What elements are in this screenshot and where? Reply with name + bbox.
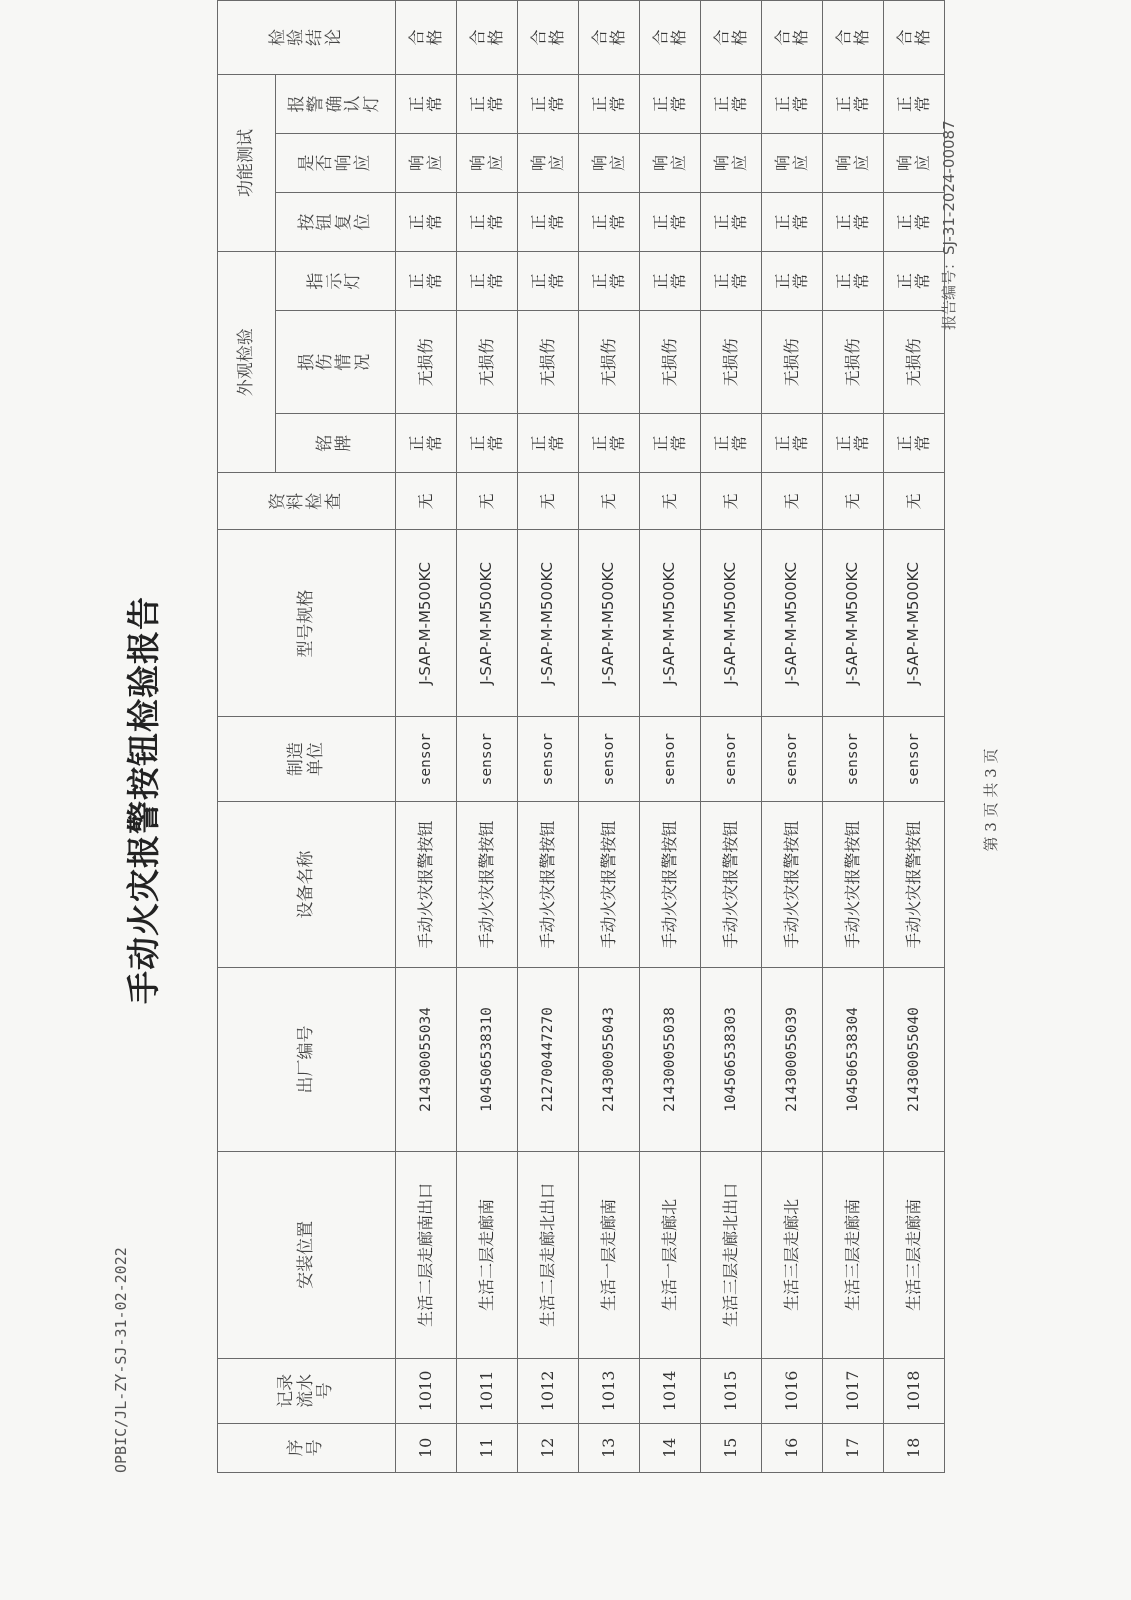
row-damage: 无损伤	[640, 311, 701, 414]
row-device-name: 手动火灾报警按钮	[884, 801, 945, 968]
row-response: 响应	[884, 133, 945, 192]
row-damage: 无损伤	[884, 311, 945, 414]
row-damage: 无损伤	[457, 311, 518, 414]
row-button-reset: 正常	[396, 193, 457, 252]
row-model: J-SAP-M-M500KC	[762, 530, 823, 717]
row-factory-no: 214300055038	[640, 968, 701, 1151]
row-manufacturer: sensor	[518, 717, 579, 801]
row-documents: 无	[701, 473, 762, 530]
table-row	[640, 1, 701, 1473]
row-record-no: 1011	[457, 1359, 518, 1423]
header-indicator: 指示灯	[276, 252, 396, 311]
row-location: 生活三层走廊北出口	[701, 1151, 762, 1359]
table-row	[396, 1, 457, 1473]
row-nameplate: 正常	[884, 414, 945, 473]
row-factory-no: 214300055040	[884, 968, 945, 1151]
row-response: 响应	[823, 133, 884, 192]
row-alarm-confirm: 正常	[762, 74, 823, 133]
row-location: 生活三层走廊南	[823, 1151, 884, 1359]
table-row	[701, 1, 762, 1473]
row-device-name: 手动火灾报警按钮	[518, 801, 579, 968]
row-factory-no: 104506538310	[457, 968, 518, 1151]
row-seq: 18	[884, 1423, 945, 1472]
row-response: 响应	[762, 133, 823, 192]
row-response: 响应	[518, 133, 579, 192]
row-manufacturer: sensor	[701, 717, 762, 801]
row-device-name: 手动火灾报警按钮	[396, 801, 457, 968]
row-manufacturer: sensor	[884, 717, 945, 801]
page-indicator: 第 3 页 共 3 页	[982, 748, 1000, 852]
row-nameplate: 正常	[823, 414, 884, 473]
document-code: OPBIC/JL-ZY-SJ-31-02-2022	[112, 1247, 130, 1473]
row-alarm-confirm: 正常	[701, 74, 762, 133]
header-manufacturer: 制造单位	[218, 717, 396, 801]
row-device-name: 手动火灾报警按钮	[701, 801, 762, 968]
row-alarm-confirm: 正常	[579, 74, 640, 133]
table-row	[457, 1, 518, 1473]
row-seq: 16	[762, 1423, 823, 1472]
table-row	[823, 1, 884, 1473]
row-seq: 12	[518, 1423, 579, 1472]
header-button-reset: 按钮复位	[276, 193, 396, 252]
row-manufacturer: sensor	[579, 717, 640, 801]
row-factory-no: 214300055039	[762, 968, 823, 1151]
row-indicator: 正常	[457, 252, 518, 311]
row-button-reset: 正常	[640, 193, 701, 252]
row-seq: 10	[396, 1423, 457, 1472]
row-button-reset: 正常	[823, 193, 884, 252]
header-function-group: 功能测试	[218, 74, 276, 251]
row-location: 生活三层走廊南	[884, 1151, 945, 1359]
row-documents: 无	[579, 473, 640, 530]
row-indicator: 正常	[701, 252, 762, 311]
table-row	[884, 1, 945, 1473]
row-damage: 无损伤	[396, 311, 457, 414]
row-response: 响应	[640, 133, 701, 192]
header-seq: 序号	[218, 1423, 396, 1472]
row-indicator: 正常	[884, 252, 945, 311]
row-record-no: 1012	[518, 1359, 579, 1423]
row-seq: 13	[579, 1423, 640, 1472]
row-record-no: 1014	[640, 1359, 701, 1423]
row-button-reset: 正常	[884, 193, 945, 252]
row-documents: 无	[884, 473, 945, 530]
row-button-reset: 正常	[579, 193, 640, 252]
row-factory-no: 104506538304	[823, 968, 884, 1151]
row-button-reset: 正常	[762, 193, 823, 252]
row-device-name: 手动火灾报警按钮	[823, 801, 884, 968]
row-alarm-confirm: 正常	[396, 74, 457, 133]
row-factory-no: 104506538303	[701, 968, 762, 1151]
row-factory-no: 214300055043	[579, 968, 640, 1151]
row-indicator: 正常	[640, 252, 701, 311]
row-documents: 无	[518, 473, 579, 530]
row-damage: 无损伤	[518, 311, 579, 414]
row-response: 响应	[701, 133, 762, 192]
row-documents: 无	[457, 473, 518, 530]
header-appearance-group: 外观检验	[218, 252, 276, 473]
row-alarm-confirm: 正常	[518, 74, 579, 133]
row-model: J-SAP-M-M500KC	[701, 530, 762, 717]
row-model: J-SAP-M-M500KC	[579, 530, 640, 717]
row-manufacturer: sensor	[396, 717, 457, 801]
row-nameplate: 正常	[640, 414, 701, 473]
row-indicator: 正常	[762, 252, 823, 311]
row-conclusion: 合格	[457, 1, 518, 75]
row-model: J-SAP-M-M500KC	[823, 530, 884, 717]
row-model: J-SAP-M-M500KC	[396, 530, 457, 717]
row-record-no: 1017	[823, 1359, 884, 1423]
row-conclusion: 合格	[396, 1, 457, 75]
table-body	[396, 1, 945, 1473]
row-alarm-confirm: 正常	[823, 74, 884, 133]
row-record-no: 1016	[762, 1359, 823, 1423]
row-seq: 11	[457, 1423, 518, 1472]
row-device-name: 手动火灾报警按钮	[762, 801, 823, 968]
row-indicator: 正常	[823, 252, 884, 311]
row-location: 生活一层走廊南	[579, 1151, 640, 1359]
header-record-no: 记录流水号	[218, 1359, 396, 1423]
inspection-table	[217, 0, 945, 1473]
row-documents: 无	[640, 473, 701, 530]
row-manufacturer: sensor	[762, 717, 823, 801]
row-seq: 17	[823, 1423, 884, 1472]
row-model: J-SAP-M-M500KC	[457, 530, 518, 717]
row-device-name: 手动火灾报警按钮	[579, 801, 640, 968]
header-nameplate: 铭牌	[276, 414, 396, 473]
header-documents: 资料检查	[218, 473, 396, 530]
page-title: 手动火灾报警按钮检验报告	[124, 596, 163, 1004]
row-button-reset: 正常	[518, 193, 579, 252]
row-manufacturer: sensor	[457, 717, 518, 801]
row-manufacturer: sensor	[823, 717, 884, 801]
table-row	[518, 1, 579, 1473]
row-model: J-SAP-M-M500KC	[640, 530, 701, 717]
row-nameplate: 正常	[701, 414, 762, 473]
row-conclusion: 合格	[823, 1, 884, 75]
row-device-name: 手动火灾报警按钮	[640, 801, 701, 968]
row-location: 生活二层走廊南	[457, 1151, 518, 1359]
table-row	[579, 1, 640, 1473]
row-location: 生活三层走廊北	[762, 1151, 823, 1359]
row-conclusion: 合格	[762, 1, 823, 75]
row-documents: 无	[762, 473, 823, 530]
header-factory-no: 出厂编号	[218, 968, 396, 1151]
row-factory-no: 212700447270	[518, 968, 579, 1151]
header-response: 是否响应	[276, 133, 396, 192]
row-conclusion: 合格	[518, 1, 579, 75]
row-record-no: 1015	[701, 1359, 762, 1423]
row-record-no: 1013	[579, 1359, 640, 1423]
row-button-reset: 正常	[457, 193, 518, 252]
row-location: 生活二层走廊北出口	[518, 1151, 579, 1359]
row-indicator: 正常	[396, 252, 457, 311]
row-indicator: 正常	[518, 252, 579, 311]
row-response: 响应	[457, 133, 518, 192]
row-conclusion: 合格	[640, 1, 701, 75]
header-device-name: 设备名称	[218, 801, 396, 968]
report-number: 报告编号：SJ-31-2024-00087	[940, 120, 958, 330]
row-location: 生活二层走廊南出口	[396, 1151, 457, 1359]
row-alarm-confirm: 正常	[457, 74, 518, 133]
row-alarm-confirm: 正常	[640, 74, 701, 133]
row-response: 响应	[396, 133, 457, 192]
header-location: 安装位置	[218, 1151, 396, 1359]
row-model: J-SAP-M-M500KC	[884, 530, 945, 717]
row-factory-no: 214300055034	[396, 968, 457, 1151]
row-alarm-confirm: 正常	[884, 74, 945, 133]
row-documents: 无	[823, 473, 884, 530]
row-nameplate: 正常	[518, 414, 579, 473]
row-conclusion: 合格	[884, 1, 945, 75]
row-indicator: 正常	[579, 252, 640, 311]
table-row	[762, 1, 823, 1473]
row-damage: 无损伤	[579, 311, 640, 414]
header-alarm-confirm: 报警确认灯	[276, 74, 396, 133]
row-nameplate: 正常	[457, 414, 518, 473]
row-conclusion: 合格	[579, 1, 640, 75]
row-damage: 无损伤	[762, 311, 823, 414]
row-record-no: 1010	[396, 1359, 457, 1423]
row-seq: 15	[701, 1423, 762, 1472]
header-model: 型号规格	[218, 530, 396, 717]
header-damage: 损伤情况	[276, 311, 396, 414]
row-documents: 无	[396, 473, 457, 530]
row-conclusion: 合格	[701, 1, 762, 75]
row-nameplate: 正常	[579, 414, 640, 473]
row-seq: 14	[640, 1423, 701, 1472]
row-nameplate: 正常	[396, 414, 457, 473]
row-nameplate: 正常	[762, 414, 823, 473]
row-damage: 无损伤	[823, 311, 884, 414]
row-device-name: 手动火灾报警按钮	[457, 801, 518, 968]
header-conclusion: 检验结论	[218, 1, 396, 75]
row-response: 响应	[579, 133, 640, 192]
row-record-no: 1018	[884, 1359, 945, 1423]
row-model: J-SAP-M-M500KC	[518, 530, 579, 717]
row-manufacturer: sensor	[640, 717, 701, 801]
row-button-reset: 正常	[701, 193, 762, 252]
row-damage: 无损伤	[701, 311, 762, 414]
row-location: 生活一层走廊北	[640, 1151, 701, 1359]
